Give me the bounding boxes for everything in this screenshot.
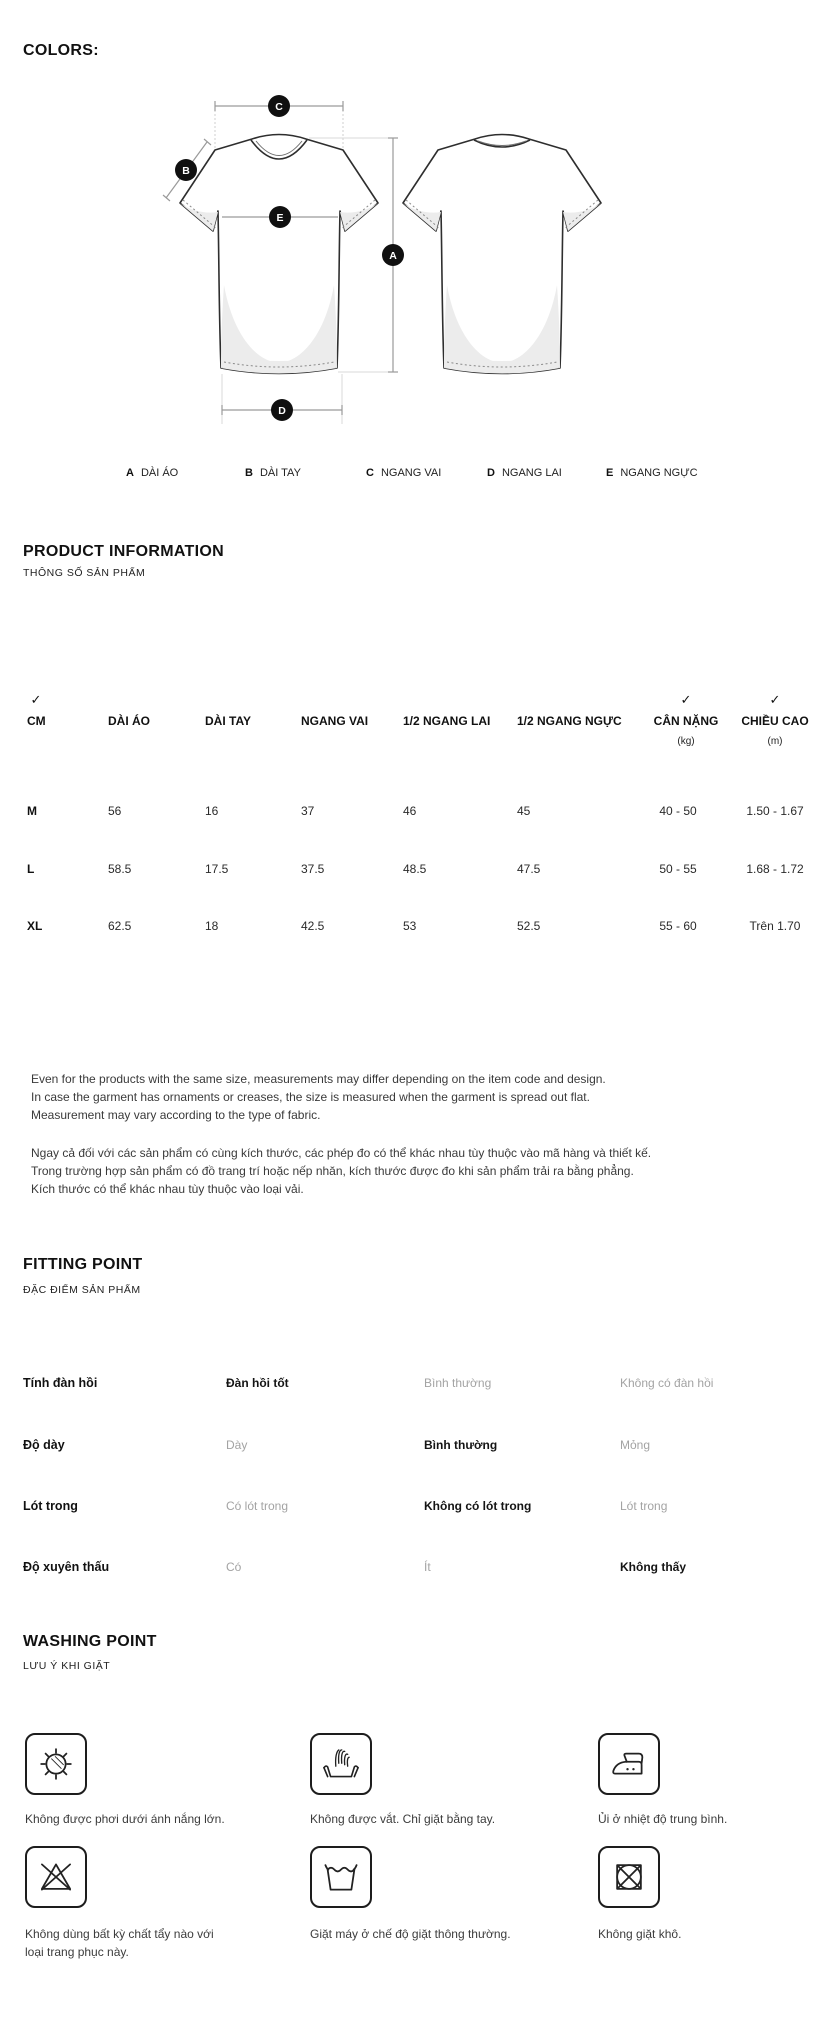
col-header-dai-tay: DÀI TAY [205, 714, 252, 728]
washing-caption: Không giặt khô. [598, 1927, 682, 1941]
washing-caption: Không dùng bất kỳ chất tẩy nào với loại trang phục này. [25, 1927, 214, 1959]
tshirt-front [180, 135, 378, 374]
fitting-option: Lót trong [620, 1499, 668, 1513]
col-header-ngang-lai: 1/2 NGANG LAI [403, 714, 491, 728]
col-header-dai-ao: DÀI ÁO [108, 714, 150, 728]
note-line: Measurement may vary according to the type of fabric. [31, 1108, 321, 1122]
col-header-ngang-vai: NGANG VAI [301, 714, 369, 728]
table-cell: 62.5 [108, 919, 132, 933]
legend-item-b: B DÀI TAY [245, 467, 301, 479]
marker-d-label: D [278, 405, 286, 417]
fitting-option: Dày [226, 1438, 248, 1452]
washing-caption: Giặt máy ở chế độ giặt thông thường. [310, 1927, 511, 1941]
note-line: In case the garment has ornaments or creases, the size is measured when the garment is spread out flat. [31, 1090, 590, 1104]
col-header-ngang-nguc: 1/2 NGANG NGỰC [517, 714, 622, 728]
note-line: Ngay cả đối với các sản phẩm có cùng kích thước, các phép đo có thể khác nhau tùy thuộc vào mã hàng và thiết kế. [31, 1146, 652, 1160]
marker-b-label: B [182, 165, 190, 177]
legend-item-e: E NGANG NGỰC [606, 467, 698, 479]
table-cell: 1.50 - 1.67 [746, 804, 804, 818]
check-icon: ✓ [30, 692, 42, 707]
washing-point-heading: WASHING POINT [23, 1633, 157, 1650]
col-subheader-kg: (kg) [677, 736, 695, 747]
check-icon: ✓ [769, 692, 781, 707]
note-line: Even for the products with the same size, measurements may differ depending on the item code and design. [31, 1072, 606, 1086]
table-cell: 17.5 [205, 862, 229, 876]
fitting-row-label: Lót trong [23, 1499, 78, 1513]
fitting-option: Có lót trong [226, 1499, 289, 1513]
size-row-label: XL [27, 919, 43, 933]
size-row-label: M [27, 804, 37, 818]
no-dry-clean-icon [598, 1846, 660, 1908]
table-cell: 47.5 [517, 862, 541, 876]
table-cell: 1.68 - 1.72 [746, 862, 804, 876]
fitting-point-heading: FITTING POINT [23, 1256, 143, 1273]
col-header-cm: CM [27, 714, 46, 728]
table-cell: 37.5 [301, 862, 325, 876]
fitting-option: Bình thường [424, 1438, 498, 1452]
no-sun-drying-icon [25, 1733, 87, 1795]
table-cell: 42.5 [301, 919, 325, 933]
washing-caption: Ủi ở nhiệt độ trung bình. [598, 1812, 728, 1826]
col-header-chieu-cao: CHIỀU CAO [741, 714, 809, 728]
note-line: Kích thước có thể khác nhau tùy thuộc vào loại vải. [31, 1182, 304, 1196]
fitting-option: Có [226, 1560, 242, 1574]
table-cell: 53 [403, 919, 417, 933]
fitting-row-label: Độ dày [23, 1438, 65, 1452]
legend-item-d: D NGANG LAI [487, 467, 562, 479]
table-cell: 58.5 [108, 862, 132, 876]
marker-c-label: C [275, 101, 283, 113]
product-info-heading: PRODUCT INFORMATION [23, 543, 224, 560]
col-header-can-nang: CÂN NẶNG [653, 714, 719, 728]
table-cell: 45 [517, 804, 531, 818]
fitting-option: Bình thường [424, 1376, 492, 1390]
fitting-option: Không có lót trong [424, 1499, 532, 1513]
marker-a-label: A [389, 250, 397, 262]
fitting-option: Mỏng [620, 1438, 651, 1452]
fitting-row-label: Độ xuyên thấu [23, 1560, 110, 1574]
no-bleach-icon [25, 1846, 87, 1908]
table-cell: 46 [403, 804, 417, 818]
note-line: Trong trường hợp sản phẩm có đồ trang trí hoặc nếp nhăn, kích thước được đo khi sản phẩm trải ra bằng phẳng. [31, 1164, 634, 1178]
marker-e-label: E [276, 212, 284, 224]
legend-item-a: A DÀI ÁO [126, 467, 179, 479]
tshirt-back [403, 135, 601, 374]
washing-caption: Không được phơi dưới ánh nắng lớn. [25, 1812, 225, 1826]
size-row-label: L [27, 862, 35, 876]
table-cell: 16 [205, 804, 219, 818]
washing-point-subheading: LƯU Ý KHI GIẶT [23, 1660, 111, 1672]
table-cell: 40 - 50 [659, 804, 697, 818]
table-cell: 37 [301, 804, 315, 818]
iron-medium-icon [598, 1733, 660, 1795]
hand-wash-icon [310, 1733, 372, 1795]
fitting-option: Không có đàn hồi [620, 1376, 714, 1390]
product-info-subheading: THÔNG SỐ SẢN PHẨM [23, 567, 146, 579]
colors-heading: COLORS: [23, 42, 99, 59]
table-cell: 18 [205, 919, 219, 933]
washing-caption: Không được vắt. Chỉ giặt bằng tay. [310, 1812, 496, 1826]
fitting-option: Đàn hồi tốt [226, 1376, 289, 1390]
fitting-point-subheading: ĐẶC ĐIỂM SẢN PHẨM [23, 1284, 141, 1296]
machine-wash-icon [310, 1846, 372, 1908]
tshirt-measurement-diagram [0, 0, 835, 455]
table-cell: 55 - 60 [659, 919, 697, 933]
table-cell: 48.5 [403, 862, 427, 876]
table-cell: Trên 1.70 [749, 919, 801, 933]
table-cell: 56 [108, 804, 122, 818]
check-icon: ✓ [680, 692, 692, 707]
fitting-option: Ít [424, 1560, 431, 1574]
legend-item-c: C NGANG VAI [366, 467, 442, 479]
table-cell: 50 - 55 [659, 862, 697, 876]
fitting-row-label: Tính đàn hồi [23, 1376, 98, 1390]
table-cell: 52.5 [517, 919, 541, 933]
fitting-option: Không thấy [620, 1560, 686, 1574]
col-subheader-m: (m) [767, 736, 783, 747]
